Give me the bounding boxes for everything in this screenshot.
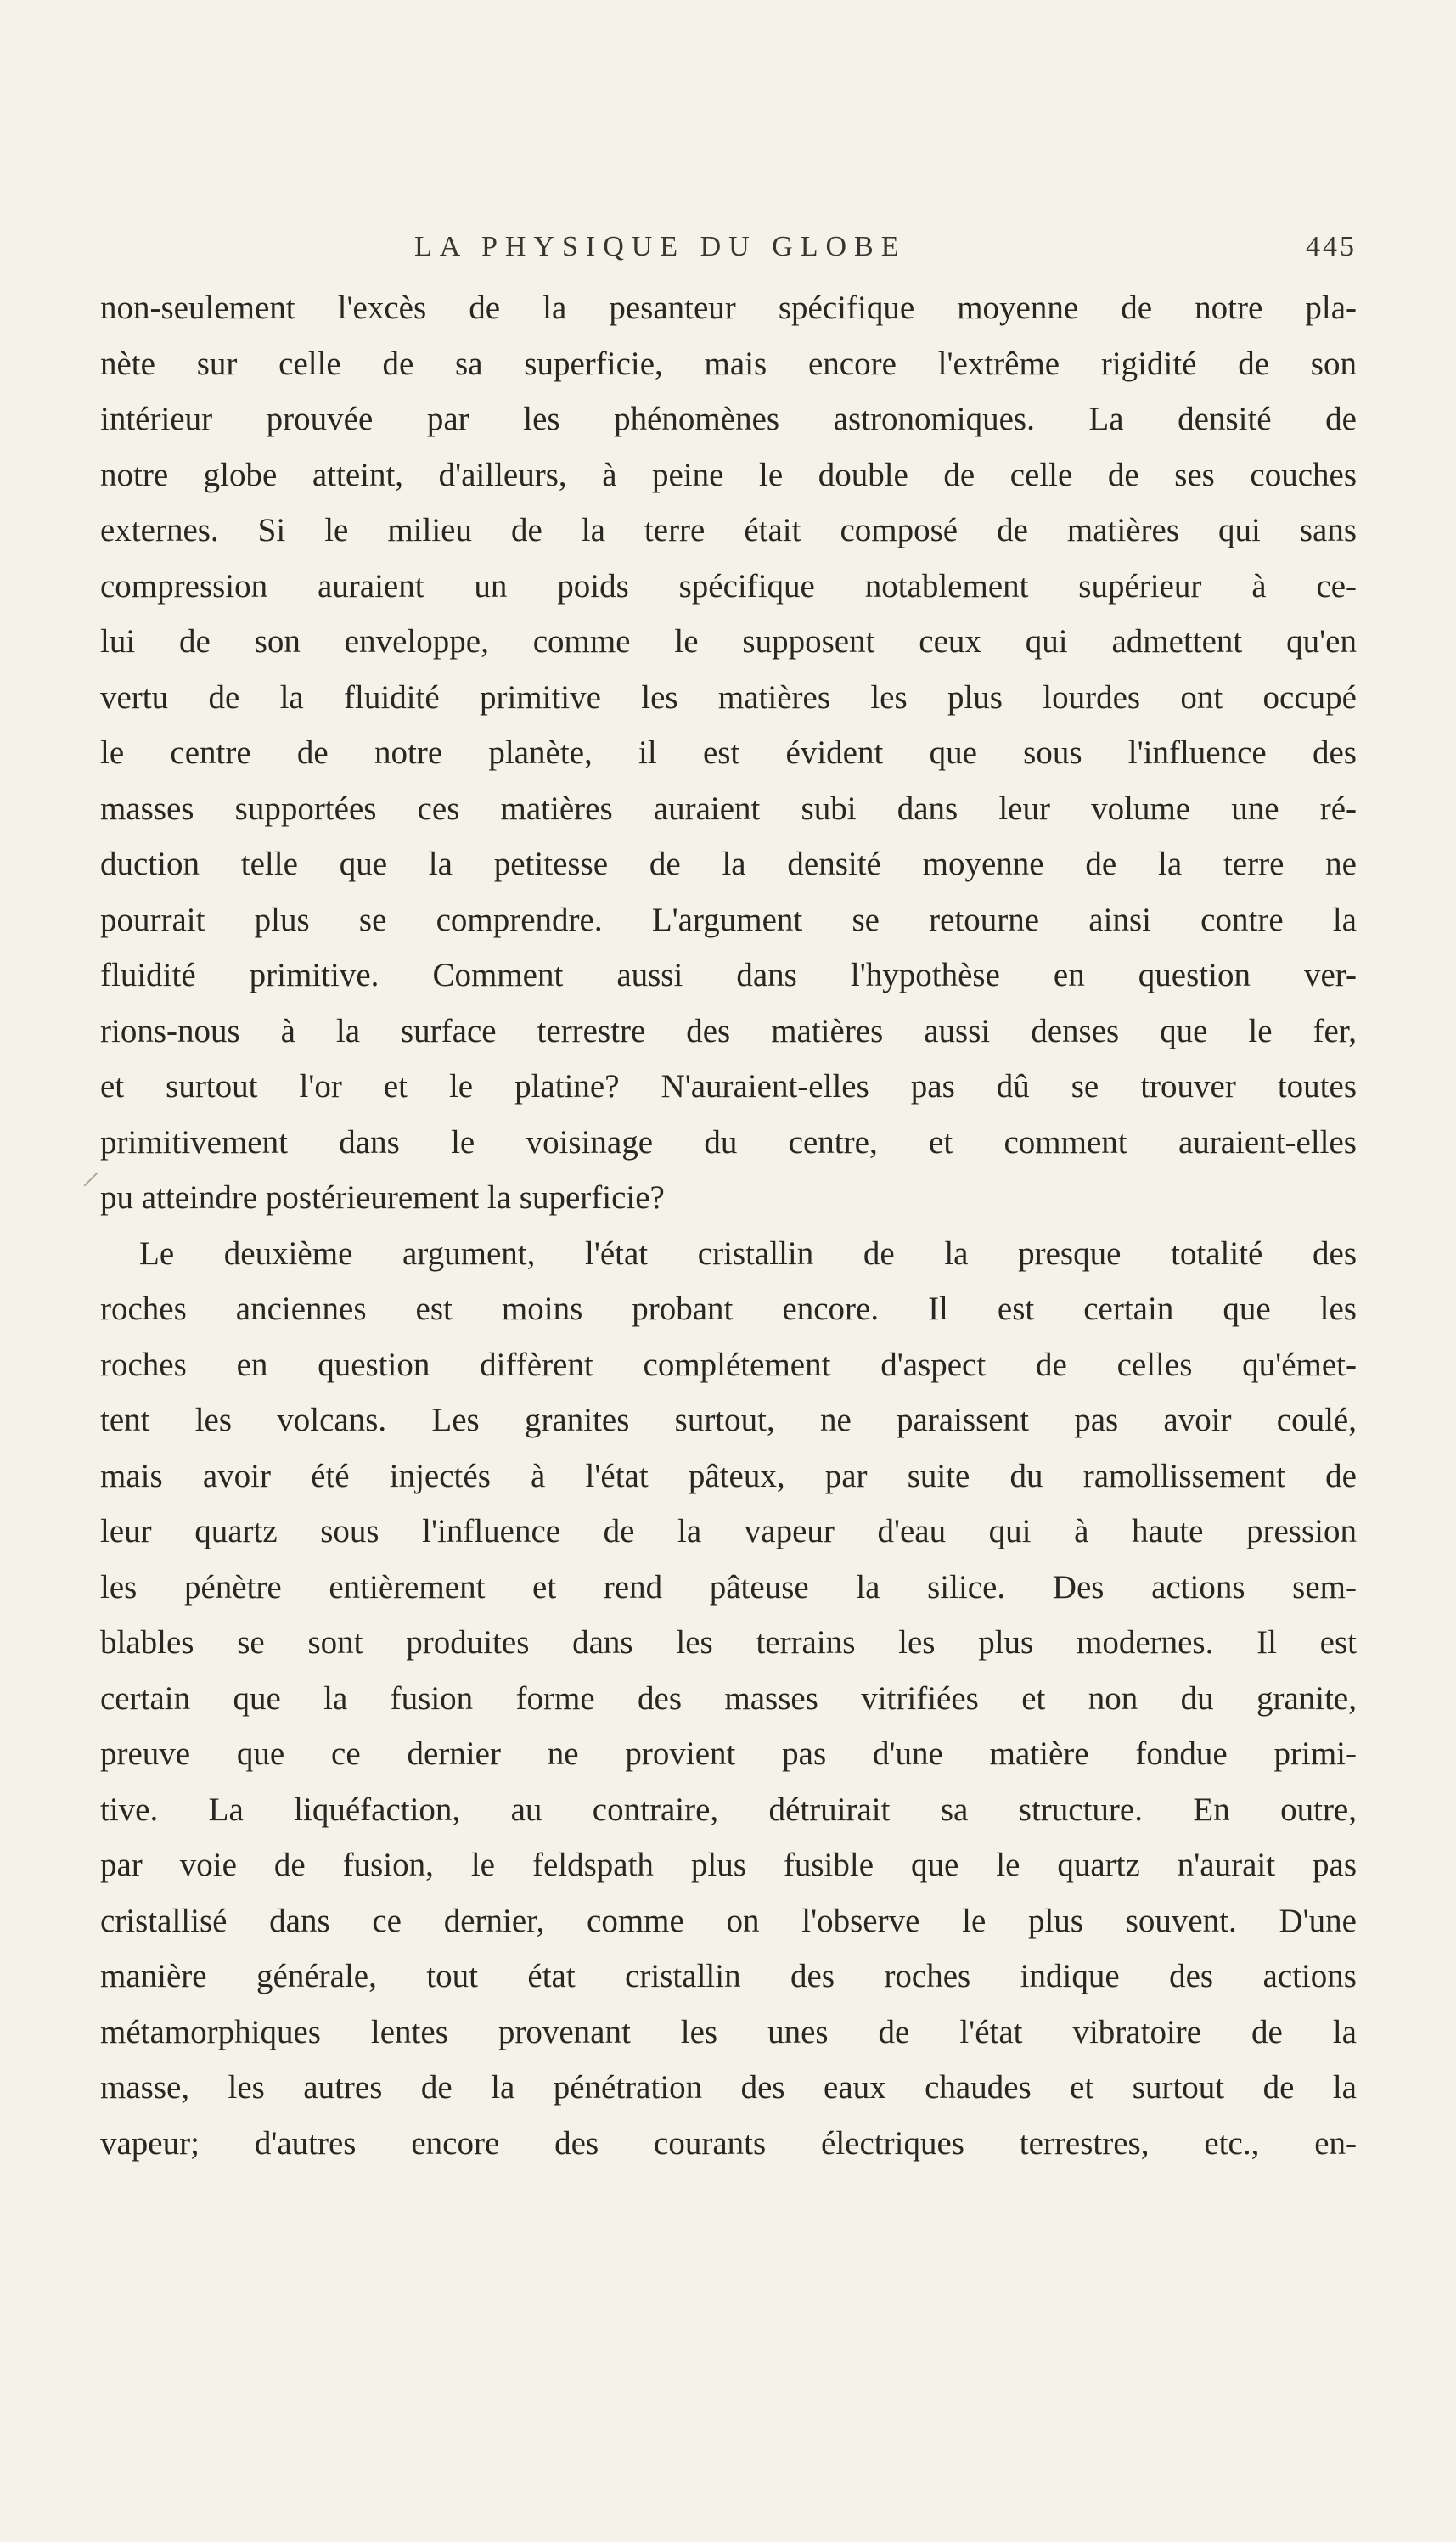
text-line: roches anciennes est moins probant encore. Il est certain que les bbox=[100, 1291, 1357, 1327]
text-line: masses supportées ces matières auraient subi dans leur volume une ré- bbox=[100, 790, 1357, 827]
text-line: métamorphiques lentes provenant les unes de l'état vibratoire de la bbox=[100, 2013, 1357, 2050]
text-line: tive. La liquéfaction, au contraire, détruirait sa structure. En outre, bbox=[100, 1791, 1357, 1828]
text-line: preuve que ce dernier ne provient pas d'une matière fondue primi- bbox=[100, 1735, 1357, 1772]
text-line: primitivement dans le voisinage du centre, et comment auraient-elles bbox=[100, 1123, 1357, 1161]
text-line: masse, les autres de la pénétration des eaux chaudes et surtout de la bbox=[100, 2069, 1357, 2106]
text-line: manière générale, tout état cristallin des roches indique des actions bbox=[100, 1958, 1357, 1994]
text-line: certain que la fusion forme des masses vitrifiées et non du granite, bbox=[100, 1679, 1357, 1717]
text-line: blables se sont produites dans les terrains les plus modernes. Il est bbox=[100, 1624, 1357, 1661]
body-text bbox=[100, 280, 1357, 2171]
text-line: notre globe atteint, d'ailleurs, à peine le double de celle de ses couches bbox=[100, 456, 1357, 493]
paragraph-end-line: pu atteindre postérieurement la superficie? bbox=[100, 1179, 665, 1216]
margin-mark bbox=[84, 1173, 98, 1187]
text-line: le centre de notre planète, il est évident que sous l'influence des bbox=[100, 734, 1357, 771]
running-title: LA PHYSIQUE DU GLOBE bbox=[414, 231, 907, 262]
text-line: tent les volcans. Les granites surtout, ne paraissent pas avoir coulé, bbox=[100, 1402, 1357, 1438]
text-line: vertu de la fluidité primitive les matières les plus lourdes ont occupé bbox=[100, 678, 1357, 716]
text-line: fluidité primitive. Comment aussi dans l'hypothèse en question ver- bbox=[100, 957, 1357, 993]
text-line: par voie de fusion, le feldspath plus fusible que le quartz n'aurait pas bbox=[100, 1847, 1357, 1883]
text-line: duction telle que la petitesse de la densité moyenne de la terre ne bbox=[100, 846, 1357, 882]
text-line: vapeur; d'autres encore des courants électriques terrestres, etc., en- bbox=[100, 2124, 1357, 2162]
text-line: mais avoir été injectés à l'état pâteux, par suite du ramollissement de bbox=[100, 1457, 1357, 1494]
text-line: les pénètre entièrement et rend pâteuse la silice. Des actions sem- bbox=[100, 1568, 1357, 1606]
text-line: intérieur prouvée par les phénomènes astronomiques. La densité de bbox=[100, 401, 1357, 437]
text-line: compression auraient un poids spécifique notablement supérieur à ce- bbox=[100, 567, 1357, 605]
text-line: rions-nous à la surface terrestre des matières aussi denses que le fer, bbox=[100, 1012, 1357, 1049]
text-line: roches en question diffèrent complétement d'aspect de celles qu'émet- bbox=[100, 1346, 1357, 1383]
text-line: leur quartz sous l'influence de la vapeur d'eau qui à haute pression bbox=[100, 1513, 1357, 1549]
text-line: lui de son enveloppe, comme le supposent ceux qui admettent qu'en bbox=[100, 623, 1357, 660]
text-line: cristallisé dans ce dernier, comme on l'observe le plus souvent. D'une bbox=[100, 1902, 1357, 1939]
running-head bbox=[100, 231, 1357, 273]
text-line: pourrait plus se comprendre. L'argument se retourne ainsi contre la bbox=[100, 901, 1357, 938]
text-line: non-seulement l'excès de la pesanteur spécifique moyenne de notre pla- bbox=[100, 290, 1357, 326]
text-line: et surtout l'or et le platine? N'auraient-elles pas dû se trouver toutes bbox=[100, 1068, 1357, 1105]
page-number: 445 bbox=[1306, 231, 1357, 262]
text-line: nète sur celle de sa superficie, mais encore l'extrême rigidité de son bbox=[100, 345, 1357, 382]
text-line: externes. Si le milieu de la terre était composé de matières qui sans bbox=[100, 512, 1357, 548]
paragraph-start-line: Le deuxième argument, l'état cristallin de la presque totalité des bbox=[139, 1234, 1357, 1272]
